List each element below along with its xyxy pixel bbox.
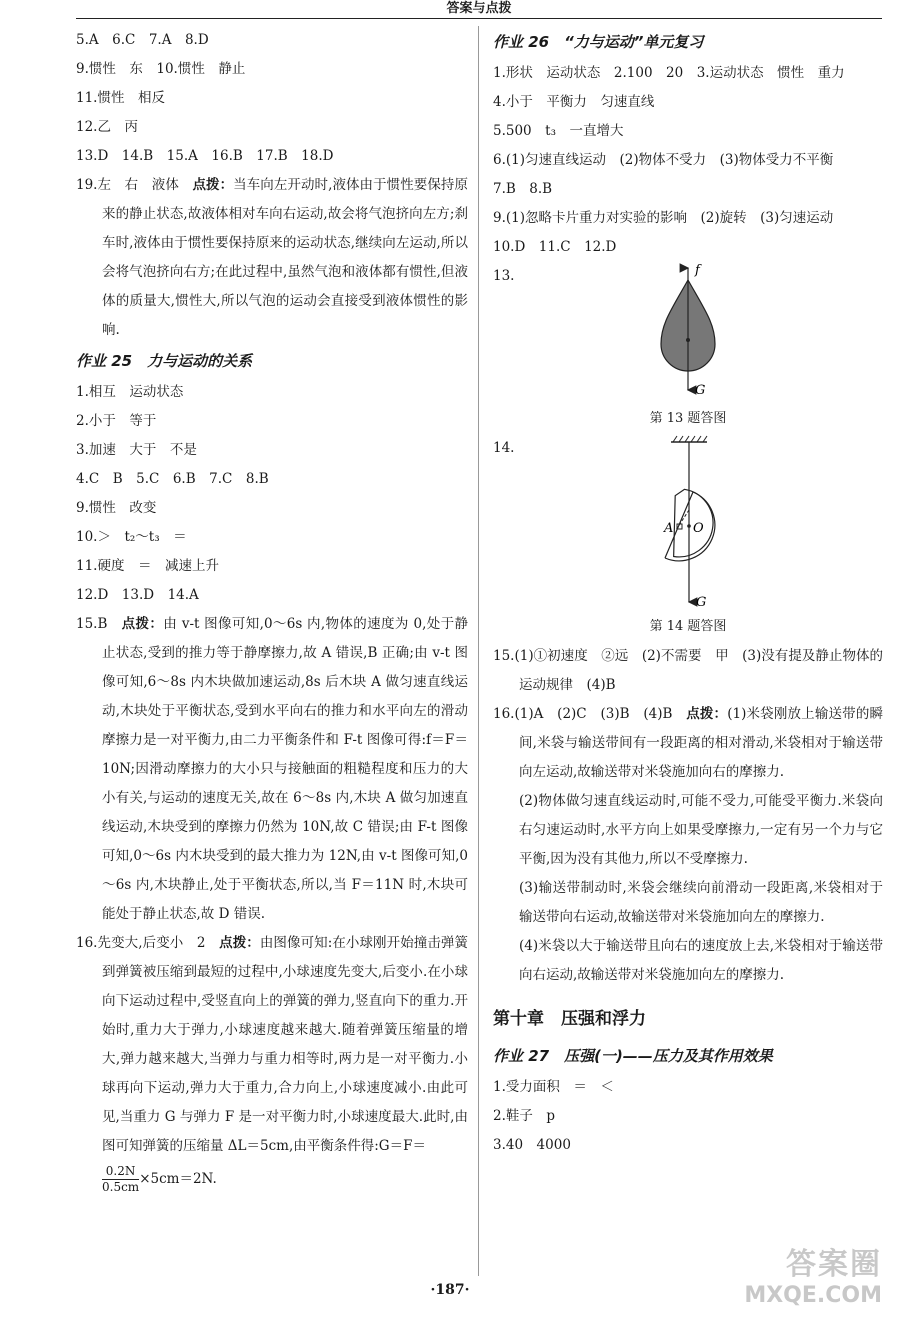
left-column: [76, 26, 468, 1197]
figure-13-block: [493, 262, 883, 404]
answer-line: 5.500 t₃ 一直增大: [493, 123, 624, 139]
answer-line: 13.D 14.B 15.A 16.B 17.B 18.D: [76, 148, 334, 164]
watermark-top: 答案圈: [786, 1247, 882, 1282]
answer-line: 6.(1)匀速直线运动 (2)物体不受力 (3)物体受力不平衡: [493, 152, 834, 168]
label-o: O: [693, 521, 704, 536]
right-column: [493, 26, 883, 1160]
answer-16: 16.(1)A (2)C (3)B (4)B 点拨：(1)米袋刚放上输送带的瞬间,米袋与输送带间有一段距离的相对滑动,米袋相对于输送带向左运动,故输送带对米袋施加向右的摩擦力.: [493, 706, 884, 780]
watermark-bottom: MXQE.COM: [744, 1283, 882, 1308]
figure-14-block: [493, 434, 883, 612]
section-heading-27: 作业 27 压强(一)——压力及其作用效果: [493, 1047, 773, 1065]
fraction: $\frac{0.2N}{0.5cm}$: [102, 1164, 140, 1194]
answer-line: 10.＞ t₂～t₃ ＝: [76, 529, 187, 545]
ceiling-hatch: [671, 436, 707, 442]
label-g: G: [695, 383, 706, 398]
answer-15: 15.B 点拨：由 v-t 图像可知,0～6s 内,物体的速度为 0,处于静止状态,受到的推力等于静摩擦力,故 A 错误,B 正确;由 v-t 图像可知,6～8s 内木块做加速运动,8s 后木块 A 做匀速直线运动,木块处于平衡状态,受到水平向右的推力和水平向左的滑动摩擦力是一对平衡力,由二力平衡条件和 F-t 图像可得:f＝F＝10N;因滑动摩擦力的大小只与接触面的粗糙程度和压力的大小有关,与运动的速度无关,故在 6～8s 内,木块 A 做匀加速直线运动,木块受到的摩擦力仍然为 10N,故 C 错误;由 F-t 图像可知,0～6s 内木块受到的最大推力为 12N,由 v-t 图像可知,0～6s 内,木块静止,处于平衡状态,所以,当 F＝11N 时,木块可能处于静止状态,故 D 错误.: [76, 616, 468, 922]
answer-line: 9.惯性 改变: [76, 500, 157, 516]
answer-line: 1.形状 运动状态 2.100 20 3.运动状态 惯性 重力: [493, 65, 845, 81]
answer-line: 3.加速 大于 不是: [76, 442, 197, 458]
answer-line: 2.鞋子 p: [493, 1108, 556, 1124]
figure-13-drop-diagram: [493, 262, 883, 404]
answer-19: 19.左 右 液体 点拨：当车向左开动时,液体由于惯性要保持原来的静止状态,故液体相对车向右运动,故会将气泡挤向左方;刹车时,液体由于惯性要保持原来的运动状态,继续向左运动,所以会将气泡挤向右方;在此过程中,虽然气泡和液体都有惯性,但液体的质量大,惯性大,所以气泡的运动会直接受到液体惯性的影响.: [76, 177, 468, 338]
answer-16: 16.先变大,后变小 2 点拨：由图像可知:在小球刚开始撞击弹簧到弹簧被压缩到最短的过程中,小球速度先变大,后变小.在小球向下运动过程中,受竖直向上的弹簧的弹力,竖直向下的重力.开始时,重力大于弹力,小球速度越来越大.随着弹簧压缩量的增大,弹力越来越大,当弹力与重力相等时,两力是一对平衡力.小球再向下运动,弹力大于重力,合力向上,小球速度减小.由此可见,当重力 G 与弹力 F 是一对平衡力时,小球速度最大.此时,由图可知弹簧的压缩量 ΔL＝5cm,由平衡条件得:G＝F＝: [76, 935, 468, 1154]
answer-line: 1.相互 运动状态: [76, 384, 184, 400]
watermark: [744, 1239, 882, 1308]
answer-line: 12.D 13.D 14.A: [76, 587, 199, 603]
column-divider: [478, 26, 479, 1276]
answer-line: 10.D 11.C 12.D: [493, 239, 617, 255]
answer-line: 11.硬度 ＝ 减速上升: [76, 558, 219, 574]
figure-14-caption: 第 14 题答图: [649, 619, 727, 634]
tip-label: 点拨：: [121, 616, 164, 632]
figure-13-caption: 第 13 题答图: [649, 411, 727, 426]
answer-line: 11.惯性 相反: [76, 90, 165, 106]
figure-14-pendulum-diagram: [493, 434, 883, 612]
point-o: [687, 524, 691, 528]
answer-line: 1.受力面积 ＝ ＜: [493, 1079, 614, 1095]
answer-line: 4.小于 平衡力 匀速直线: [493, 94, 655, 110]
answer-16-part3: (3)输送带制动时,米袋会继续向前滑动一段距离,米袋相对于输送带向右运动,故输送带对米袋施加向左的摩擦力.: [519, 880, 883, 925]
tip-label: 点拨：: [192, 177, 234, 193]
label-g: G: [696, 595, 707, 610]
label-a: A: [664, 521, 674, 536]
section-heading-25: 作业 25 力与运动的关系: [76, 352, 253, 370]
page-header: 答案与点拨: [76, 0, 882, 19]
answer-line: 9.(1)忽略卡片重力对实验的影响 (2)旋转 (3)匀速运动: [493, 210, 834, 226]
answer-line: 7.B 8.B: [493, 181, 553, 197]
tip-label: 点拨：: [219, 935, 260, 951]
page-number: ·187·: [430, 1282, 470, 1298]
answer-16-part4: (4)米袋以大于输送带且向右的速度放上去,米袋相对于输送带向右运动,故输送带对米袋施加向左的摩擦力.: [519, 938, 883, 983]
section-heading-26: 作业 26 “力与运动”单元复习: [493, 33, 704, 51]
answer-line: 5.A 6.C 7.A 8.D: [76, 32, 209, 48]
answer-line: 12.乙 丙: [76, 119, 138, 135]
answer-line: 4.C B 5.C 6.B 7.C 8.B: [76, 471, 269, 487]
answer-16-part2: (2)物体做匀速直线运动时,可能不受力,可能受平衡力.米袋向右匀速运动时,水平方向上如果受摩擦力,一定有另一个力与它平衡,因为没有其他力,所以不受摩擦力.: [519, 793, 883, 867]
answer-line: 14.: [493, 440, 515, 456]
answer-line: 2.小于 等于: [76, 413, 157, 429]
answer-15: 15.(1)①初速度 ②远 (2)不需要 甲 (3)没有提及静止物体的运动规律 (4)B: [493, 648, 883, 693]
answer-line: 9.惯性 东 10.惯性 静止: [76, 61, 246, 77]
tip-label: 点拨：: [686, 706, 728, 722]
label-f: f: [695, 263, 700, 278]
answer-line: 3.40 4000: [493, 1137, 571, 1153]
answer-16-fraction-line: $\frac{0.2N}{0.5cm}$ ×5cm＝2N.: [102, 1164, 217, 1194]
answer-line: 13.: [493, 268, 515, 284]
chapter-heading: 第十章 压强和浮力: [493, 1009, 646, 1029]
